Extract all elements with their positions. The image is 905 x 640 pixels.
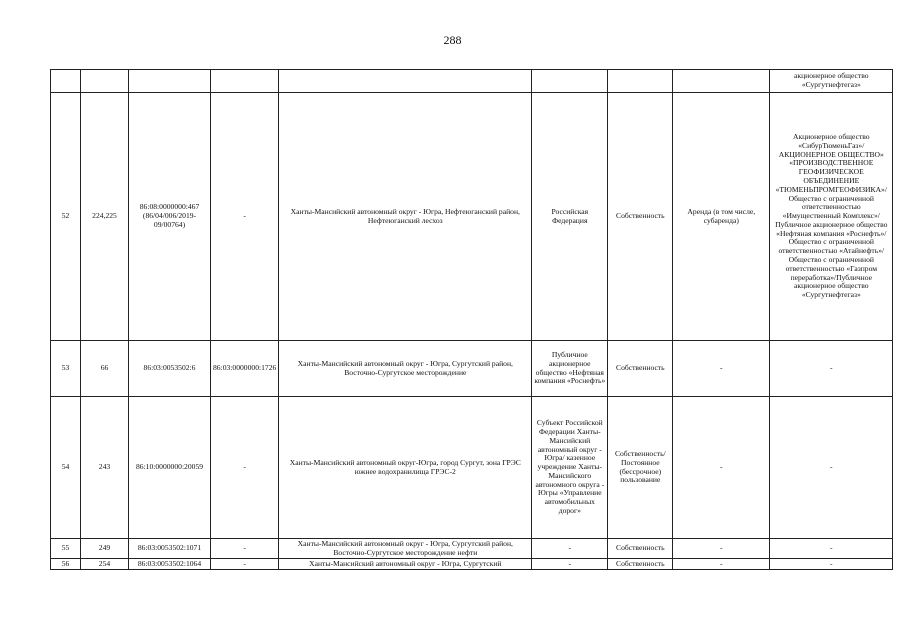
cell-cadastral: 86:08:0000000:467 (86/04/006/2019-09/00764) — [129, 93, 211, 341]
cell-parent-cadastral — [211, 70, 279, 93]
cell-right-type: Собственность — [608, 341, 673, 397]
cell-owner: - — [532, 559, 608, 570]
cell-right-type — [608, 70, 673, 93]
cell-no: 55 — [51, 539, 81, 559]
cell-encumbrance: - — [673, 397, 770, 539]
cell-location: Ханты-Мансийский автономный округ-Югра, город Сургут, зона ГРЭС южнее водохранилища ГРЭС-2 — [279, 397, 532, 539]
cell-area: 254 — [81, 559, 129, 570]
cell-no: 52 — [51, 93, 81, 341]
cell-encumbrance: - — [673, 341, 770, 397]
cell-rights-holders: - — [770, 559, 893, 570]
page-number: 288 — [443, 33, 462, 47]
cell-no — [51, 70, 81, 93]
cell-right-type: Собственность — [608, 93, 673, 341]
cell-no: 54 — [51, 397, 81, 539]
cell-area: 224,225 — [81, 93, 129, 341]
cell-encumbrance: - — [673, 559, 770, 570]
cell-owner: Публичное акционерное общество «Нефтяная компания «Роснефть» — [532, 341, 608, 397]
cell-parent-cadastral: - — [211, 93, 279, 341]
table-row-continuation — [51, 70, 893, 93]
cell-owner: - — [532, 539, 608, 559]
cell-cadastral: 86:03:0053502:1064 — [129, 559, 211, 570]
cell-location: Ханты-Мансийский автономный округ - Югра, Нефтеюганский район, Нефтеюганский лесхоз — [279, 93, 532, 341]
cell-owner: Субъект Российской Федерации Ханты-Мансийский автономный округ - Югра/ казенное учреждение Ханты-Мансийского автономного округа - Югры «Управление автомобильных дорог» — [532, 397, 608, 539]
land-plots-table — [50, 69, 893, 570]
table-row — [51, 341, 893, 397]
cell-area: 243 — [81, 397, 129, 539]
cell-rights-holders: - — [770, 341, 893, 397]
cell-right-type: Собственность — [608, 559, 673, 570]
cell-owner: Российская Федерация — [532, 93, 608, 341]
cell-rights-holders: Акционерное общество «СибурТюменьГаз»/АКЦИОНЕРНОЕ ОБЩЕСТВО» «ПРОИЗВОДСТВЕННОЕ ГЕОФИЗИЧЕСКОЕ ОБЪЕДИНЕНИЕ «ТЮМЕНЬПРОМГЕОФИЗИКА»/Общество с ограниченной ответственностью «Имущественный Комплекс»/Публичное акционерное общество «Нефтяная компания «Роснефть»/Общество с ограниченной ответственностью «Атайнефть»/Общество с ограниченной ответственностью «Газпром переработка»/Публичное акционерное общество «Сургутнефтегаз» — [770, 93, 893, 341]
table-row — [51, 93, 893, 341]
table-row — [51, 559, 893, 570]
cell-parent-cadastral: - — [211, 559, 279, 570]
cell-rights-holders: - — [770, 539, 893, 559]
cell-no: 53 — [51, 341, 81, 397]
cell-cadastral: 86:03:0053502:1071 — [129, 539, 211, 559]
cell-location: Ханты-Мансийский автономный округ - Югра, Сургутский — [279, 559, 532, 570]
cell-parent-cadastral: 86:03:0000000:1726 — [211, 341, 279, 397]
cell-area: 249 — [81, 539, 129, 559]
cell-cadastral: 86:10:0000000:20059 — [129, 397, 211, 539]
cell-cadastral: 86:03:0053502:6 — [129, 341, 211, 397]
table-row — [51, 539, 893, 559]
table-row — [51, 397, 893, 539]
cell-right-type: Собственность/ Постоянное (бессрочное) пользование — [608, 397, 673, 539]
cell-parent-cadastral: - — [211, 397, 279, 539]
cell-rights-holders: - — [770, 397, 893, 539]
cell-parent-cadastral: - — [211, 539, 279, 559]
cell-area: 66 — [81, 341, 129, 397]
cell-no: 56 — [51, 559, 81, 570]
cell-location — [279, 70, 532, 93]
cell-right-type: Собственность — [608, 539, 673, 559]
cell-area — [81, 70, 129, 93]
cell-cadastral — [129, 70, 211, 93]
cell-encumbrance: Аренда (в том числе, субаренда) — [673, 93, 770, 341]
cell-location: Ханты-Мансийский автономный округ - Югра, Сургутский район, Восточно-Сургутское месторождение — [279, 341, 532, 397]
cell-encumbrance: - — [673, 539, 770, 559]
cell-rights-holders: акционерное общество «Сургутнефтегаз» — [770, 70, 893, 93]
cell-location: Ханты-Мансийский автономный округ - Югра, Сургутский район, Восточно-Сургутское месторождение нефти — [279, 539, 532, 559]
cell-encumbrance — [673, 70, 770, 93]
cell-owner — [532, 70, 608, 93]
